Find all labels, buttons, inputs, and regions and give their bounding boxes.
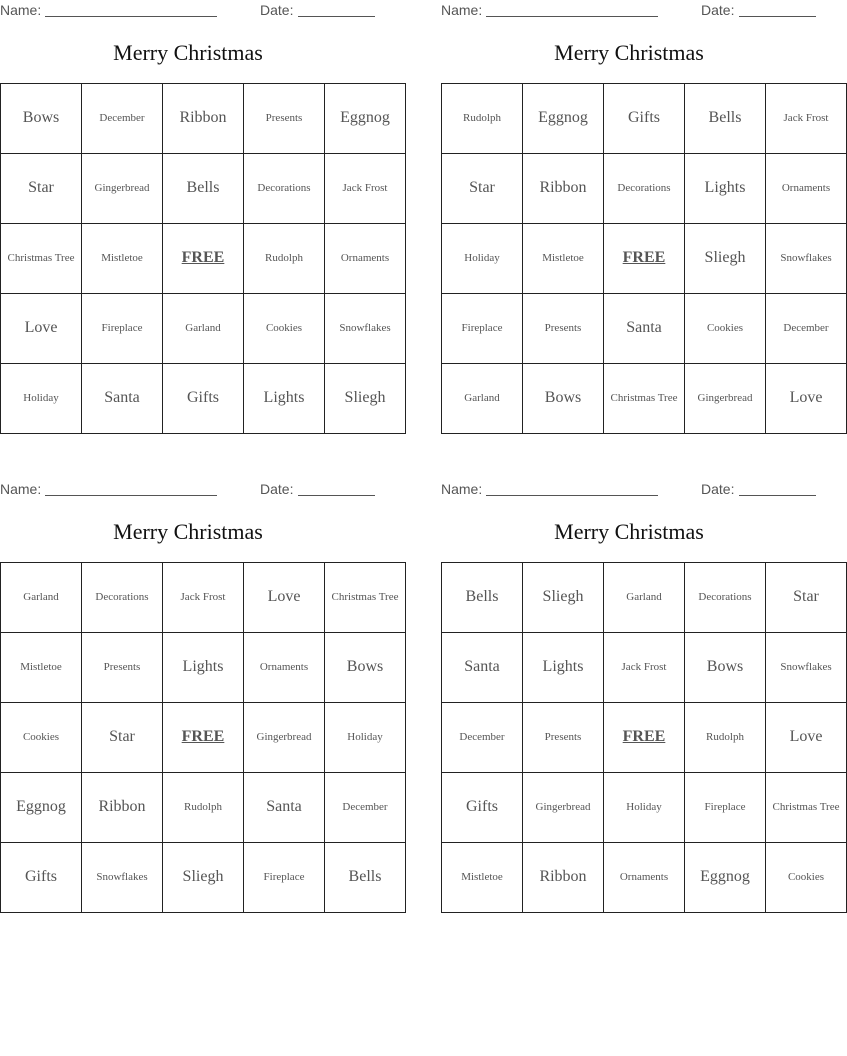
bingo-cell: Snowflakes bbox=[766, 633, 847, 703]
bingo-cell: Ribbon bbox=[523, 843, 604, 913]
bingo-cell: Rudolph bbox=[442, 84, 523, 154]
card-header bbox=[441, 481, 817, 499]
bingo-cell: Sliegh bbox=[163, 843, 244, 913]
grid-row bbox=[442, 703, 847, 773]
grid-row bbox=[442, 563, 847, 633]
name-label: Name: bbox=[441, 481, 483, 497]
bingo-cell: Star bbox=[1, 154, 82, 224]
bingo-cell: Jack Frost bbox=[163, 563, 244, 633]
bingo-cell: Decorations bbox=[604, 154, 685, 224]
bingo-cell: Snowflakes bbox=[82, 843, 163, 913]
bingo-cell: Star bbox=[82, 703, 163, 773]
bingo-cell: Gingerbread bbox=[82, 154, 163, 224]
bingo-cell: Bows bbox=[523, 364, 604, 434]
date-label: Date: bbox=[701, 481, 735, 497]
grid-row bbox=[1, 224, 406, 294]
grid-row bbox=[1, 703, 406, 773]
card-title: Merry Christmas bbox=[113, 519, 263, 544]
bingo-cell: Bells bbox=[163, 154, 244, 224]
bingo-cell: December bbox=[766, 294, 847, 364]
bingo-cell: Gifts bbox=[1, 843, 82, 913]
name-label: Name: bbox=[441, 2, 483, 18]
bingo-cell: Eggnog bbox=[1, 773, 82, 843]
bingo-cell: Bells bbox=[442, 563, 523, 633]
bingo-cell: Decorations bbox=[82, 563, 163, 633]
bingo-cell: Jack Frost bbox=[766, 84, 847, 154]
bingo-cell: Sliegh bbox=[685, 224, 766, 294]
bingo-card-2 bbox=[441, 0, 832, 450]
bingo-cell: Lights bbox=[523, 633, 604, 703]
bingo-cell: Lights bbox=[685, 154, 766, 224]
free-space: FREE bbox=[163, 224, 244, 294]
bingo-cell: Christmas Tree bbox=[604, 364, 685, 434]
bingo-cell: Cookies bbox=[1, 703, 82, 773]
bingo-cell: Ribbon bbox=[523, 154, 604, 224]
bingo-cell: Mistletoe bbox=[442, 843, 523, 913]
bingo-cell: Rudolph bbox=[685, 703, 766, 773]
grid-row bbox=[1, 154, 406, 224]
bingo-cell: Fireplace bbox=[442, 294, 523, 364]
grid-row bbox=[1, 364, 406, 434]
bingo-cell: Gifts bbox=[163, 364, 244, 434]
bingo-cell: Garland bbox=[163, 294, 244, 364]
bingo-cell: Santa bbox=[82, 364, 163, 434]
grid-row bbox=[442, 224, 847, 294]
card-title: Merry Christmas bbox=[113, 40, 263, 65]
bingo-cell: Decorations bbox=[244, 154, 325, 224]
grid-row bbox=[1, 633, 406, 703]
bingo-cell: Snowflakes bbox=[766, 224, 847, 294]
bingo-cell: Jack Frost bbox=[325, 154, 406, 224]
bingo-cell: Holiday bbox=[442, 224, 523, 294]
bingo-cell: Presents bbox=[523, 703, 604, 773]
grid-row bbox=[1, 563, 406, 633]
bingo-cell: Bells bbox=[325, 843, 406, 913]
bingo-cell: Eggnog bbox=[685, 843, 766, 913]
bingo-cell: Garland bbox=[1, 563, 82, 633]
grid-row bbox=[442, 843, 847, 913]
bingo-cell: Ribbon bbox=[163, 84, 244, 154]
bingo-cell: Eggnog bbox=[325, 84, 406, 154]
bingo-cell: Eggnog bbox=[523, 84, 604, 154]
name-blank-line bbox=[486, 16, 658, 17]
bingo-grid bbox=[0, 83, 406, 434]
name-blank-line bbox=[45, 16, 217, 17]
bingo-cell: Bows bbox=[685, 633, 766, 703]
free-space: FREE bbox=[604, 224, 685, 294]
bingo-cell: December bbox=[82, 84, 163, 154]
bingo-cell: Fireplace bbox=[244, 843, 325, 913]
bingo-cell: Christmas Tree bbox=[766, 773, 847, 843]
bingo-cell: Holiday bbox=[604, 773, 685, 843]
bingo-cell: December bbox=[442, 703, 523, 773]
bingo-cell: Cookies bbox=[685, 294, 766, 364]
bingo-cell: Garland bbox=[604, 563, 685, 633]
bingo-cell: Santa bbox=[244, 773, 325, 843]
grid-row bbox=[1, 84, 406, 154]
bingo-grid bbox=[0, 562, 406, 913]
bingo-cell: Bows bbox=[1, 84, 82, 154]
bingo-cell: Lights bbox=[244, 364, 325, 434]
bingo-cell: Jack Frost bbox=[604, 633, 685, 703]
bingo-cell: Garland bbox=[442, 364, 523, 434]
bingo-cell: Decorations bbox=[685, 563, 766, 633]
bingo-cell: Gingerbread bbox=[523, 773, 604, 843]
bingo-cell: Christmas Tree bbox=[325, 563, 406, 633]
date-blank-line bbox=[298, 16, 375, 17]
bingo-cell: Gifts bbox=[442, 773, 523, 843]
bingo-cell: Sliegh bbox=[325, 364, 406, 434]
card-header bbox=[0, 481, 376, 499]
bingo-cell: Love bbox=[1, 294, 82, 364]
grid-row bbox=[1, 294, 406, 364]
name-blank-line bbox=[45, 495, 217, 496]
bingo-cell: December bbox=[325, 773, 406, 843]
bingo-cell: Star bbox=[766, 563, 847, 633]
bingo-cell: Sliegh bbox=[523, 563, 604, 633]
date-label: Date: bbox=[260, 2, 294, 18]
bingo-cell: Ornaments bbox=[244, 633, 325, 703]
bingo-cell: Cookies bbox=[766, 843, 847, 913]
bingo-cell: Rudolph bbox=[163, 773, 244, 843]
bingo-cell: Holiday bbox=[325, 703, 406, 773]
name-blank-line bbox=[486, 495, 658, 496]
bingo-cell: Mistletoe bbox=[523, 224, 604, 294]
bingo-cell: Santa bbox=[442, 633, 523, 703]
date-blank-line bbox=[739, 495, 816, 496]
grid-row bbox=[442, 633, 847, 703]
bingo-cell: Cookies bbox=[244, 294, 325, 364]
bingo-cell: Presents bbox=[244, 84, 325, 154]
name-label: Name: bbox=[0, 2, 42, 18]
bingo-cell: Rudolph bbox=[244, 224, 325, 294]
grid-row bbox=[1, 773, 406, 843]
bingo-cell: Mistletoe bbox=[1, 633, 82, 703]
bingo-cell: Presents bbox=[82, 633, 163, 703]
bingo-grid bbox=[441, 562, 847, 913]
bingo-card-4 bbox=[441, 479, 840, 929]
bingo-cell: Ornaments bbox=[604, 843, 685, 913]
bingo-card-3 bbox=[0, 479, 399, 929]
free-space: FREE bbox=[163, 703, 244, 773]
bingo-cell: Snowflakes bbox=[325, 294, 406, 364]
card-title: Merry Christmas bbox=[554, 40, 704, 65]
bingo-cell: Presents bbox=[523, 294, 604, 364]
bingo-cell: Love bbox=[766, 364, 847, 434]
bingo-cell: Bells bbox=[685, 84, 766, 154]
name-label: Name: bbox=[0, 481, 42, 497]
bingo-cell: Christmas Tree bbox=[1, 224, 82, 294]
bingo-cell: Fireplace bbox=[82, 294, 163, 364]
bingo-cell: Star bbox=[442, 154, 523, 224]
grid-row bbox=[442, 154, 847, 224]
bingo-cell: Love bbox=[244, 563, 325, 633]
date-blank-line bbox=[298, 495, 375, 496]
grid-row bbox=[442, 84, 847, 154]
card-header bbox=[0, 2, 376, 20]
card-header bbox=[441, 2, 817, 20]
bingo-cell: Gifts bbox=[604, 84, 685, 154]
bingo-cell: Love bbox=[766, 703, 847, 773]
bingo-cell: Santa bbox=[604, 294, 685, 364]
bingo-cell: Bows bbox=[325, 633, 406, 703]
bingo-cell: Ornaments bbox=[766, 154, 847, 224]
grid-row bbox=[442, 294, 847, 364]
free-space: FREE bbox=[604, 703, 685, 773]
bingo-cell: Ornaments bbox=[325, 224, 406, 294]
bingo-cell: Holiday bbox=[1, 364, 82, 434]
date-label: Date: bbox=[260, 481, 294, 497]
bingo-grid bbox=[441, 83, 847, 434]
date-blank-line bbox=[739, 16, 816, 17]
date-label: Date: bbox=[701, 2, 735, 18]
grid-row bbox=[442, 773, 847, 843]
bingo-cell: Fireplace bbox=[685, 773, 766, 843]
grid-row bbox=[442, 364, 847, 434]
bingo-cell: Lights bbox=[163, 633, 244, 703]
grid-row bbox=[1, 843, 406, 913]
bingo-card-1 bbox=[0, 0, 391, 450]
bingo-cell: Gingerbread bbox=[244, 703, 325, 773]
bingo-cell: Gingerbread bbox=[685, 364, 766, 434]
bingo-cell: Ribbon bbox=[82, 773, 163, 843]
bingo-cell: Mistletoe bbox=[82, 224, 163, 294]
card-title: Merry Christmas bbox=[554, 519, 704, 544]
